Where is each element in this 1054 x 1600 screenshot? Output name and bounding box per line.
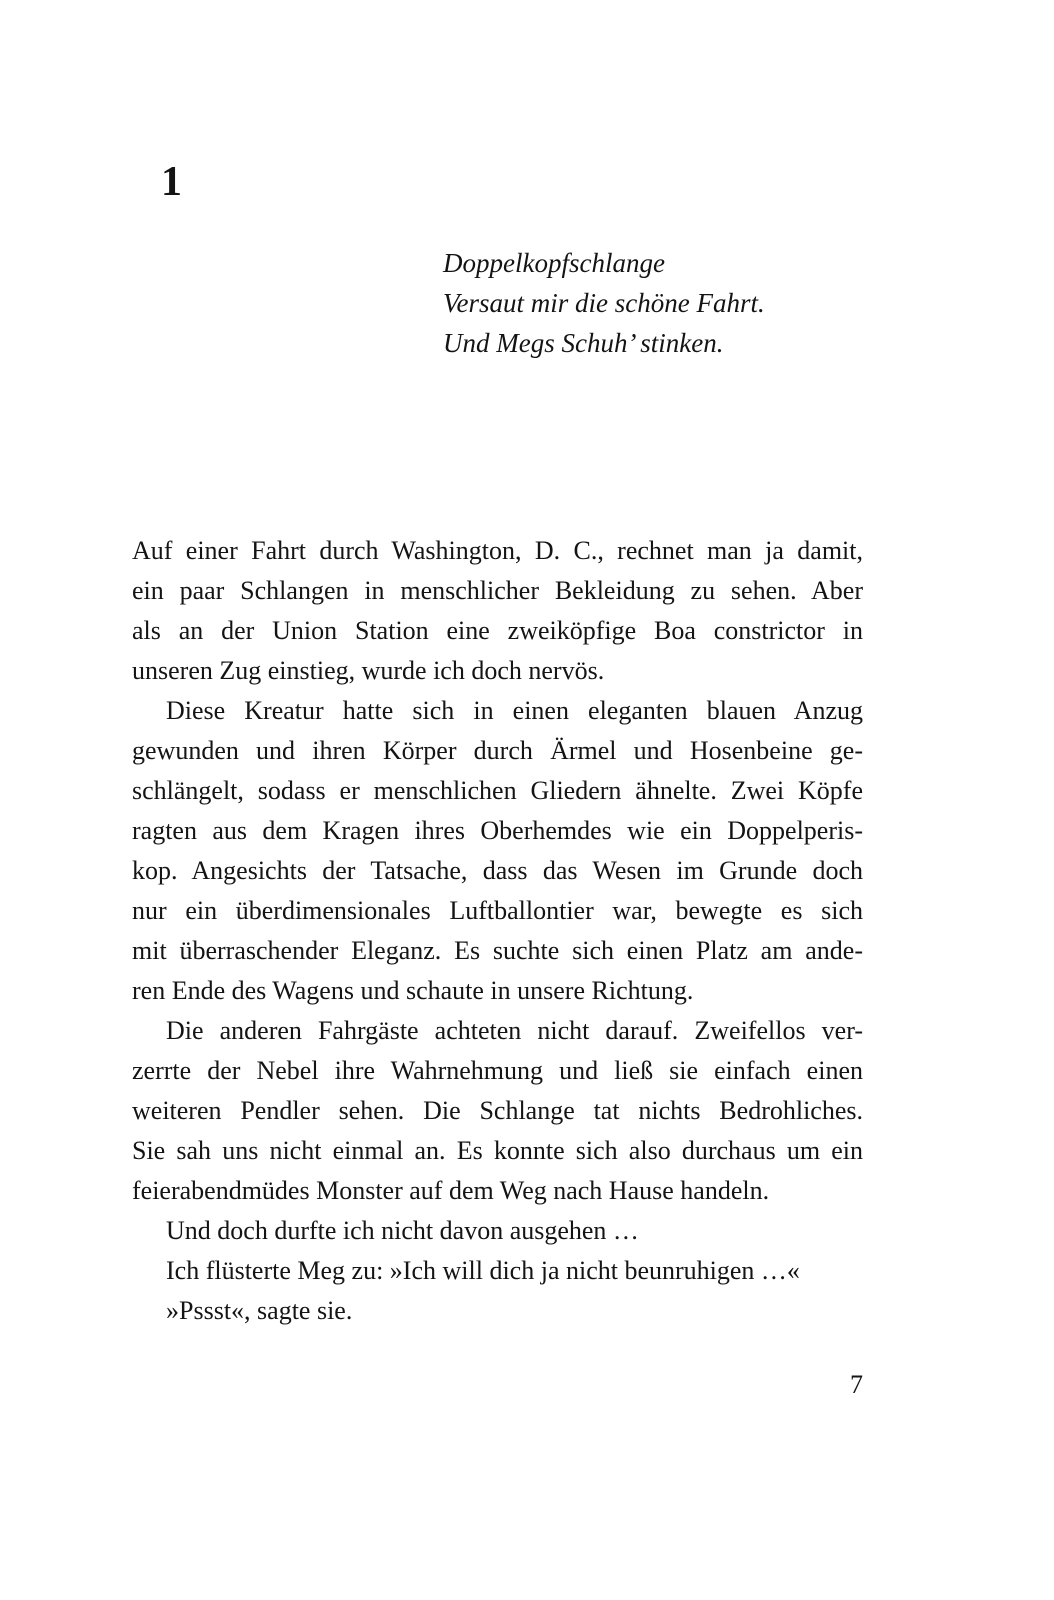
text-line: ragten aus dem Kragen ihres Oberhemdes wie ein Doppelperis- — [132, 816, 863, 845]
paragraph — [132, 531, 863, 691]
paragraph — [132, 1211, 863, 1251]
text-line: unseren Zug einstieg, wurde ich doch nervös. — [132, 656, 605, 685]
epigraph-line: Und Megs Schuh’ stinken. — [443, 328, 724, 358]
text-line: Sie sah uns nicht einmal an. Es konnte sich also durchaus um ein — [132, 1136, 863, 1165]
text-line: feierabendmüdes Monster auf dem Weg nach Hause handeln. — [132, 1176, 770, 1205]
page-number: 7 — [850, 1370, 863, 1399]
epigraph — [443, 243, 765, 363]
text-line: weiteren Pendler sehen. Die Schlange tat nichts Bedrohliches. — [132, 1096, 863, 1125]
text-line: schlängelt, sodass er menschlichen Gliedern ähnelte. Zwei Köpfe — [132, 776, 863, 805]
epigraph-line: Versaut mir die schöne Fahrt. — [443, 288, 765, 318]
paragraph — [132, 1251, 863, 1291]
text-line: Diese Kreatur hatte sich in einen eleganten blauen Anzug — [166, 696, 863, 725]
text-line: Und doch durfte ich nicht davon ausgehen … — [166, 1216, 639, 1245]
text-line: Ich flüsterte Meg zu: »Ich will dich ja nicht beunruhigen …« — [166, 1256, 800, 1285]
text-line: ein paar Schlangen in menschlicher Bekleidung zu sehen. Aber — [132, 576, 863, 605]
text-line: mit überraschender Eleganz. Es suchte sich einen Platz am ande- — [132, 936, 863, 965]
text-line: gewunden und ihren Körper durch Ärmel und Hosenbeine ge- — [132, 736, 863, 765]
text-line: »Pssst«, sagte sie. — [166, 1296, 353, 1325]
epigraph-line: Doppelkopfschlange — [443, 248, 665, 278]
text-line: nur ein überdimensionales Luftballontier war, bewegte es sich — [132, 896, 863, 925]
text-line: zerrte der Nebel ihre Wahrnehmung und ließ sie einfach einen — [132, 1056, 863, 1085]
text-line: als an der Union Station eine zweiköpfige Boa constrictor in — [132, 616, 863, 645]
body-text — [132, 531, 863, 1331]
text-line: ren Ende des Wagens und schaute in unsere Richtung. — [132, 976, 694, 1005]
paragraph — [132, 691, 863, 1011]
paragraph — [132, 1011, 863, 1211]
paragraph — [132, 1291, 863, 1331]
chapter-number: 1 — [161, 159, 183, 205]
text-line: Auf einer Fahrt durch Washington, D. C., rechnet man ja damit, — [132, 536, 863, 565]
text-line: Die anderen Fahrgäste achteten nicht darauf. Zweifellos ver- — [166, 1016, 863, 1045]
text-line: kop. Angesichts der Tatsache, dass das Wesen im Grunde doch — [132, 856, 863, 885]
